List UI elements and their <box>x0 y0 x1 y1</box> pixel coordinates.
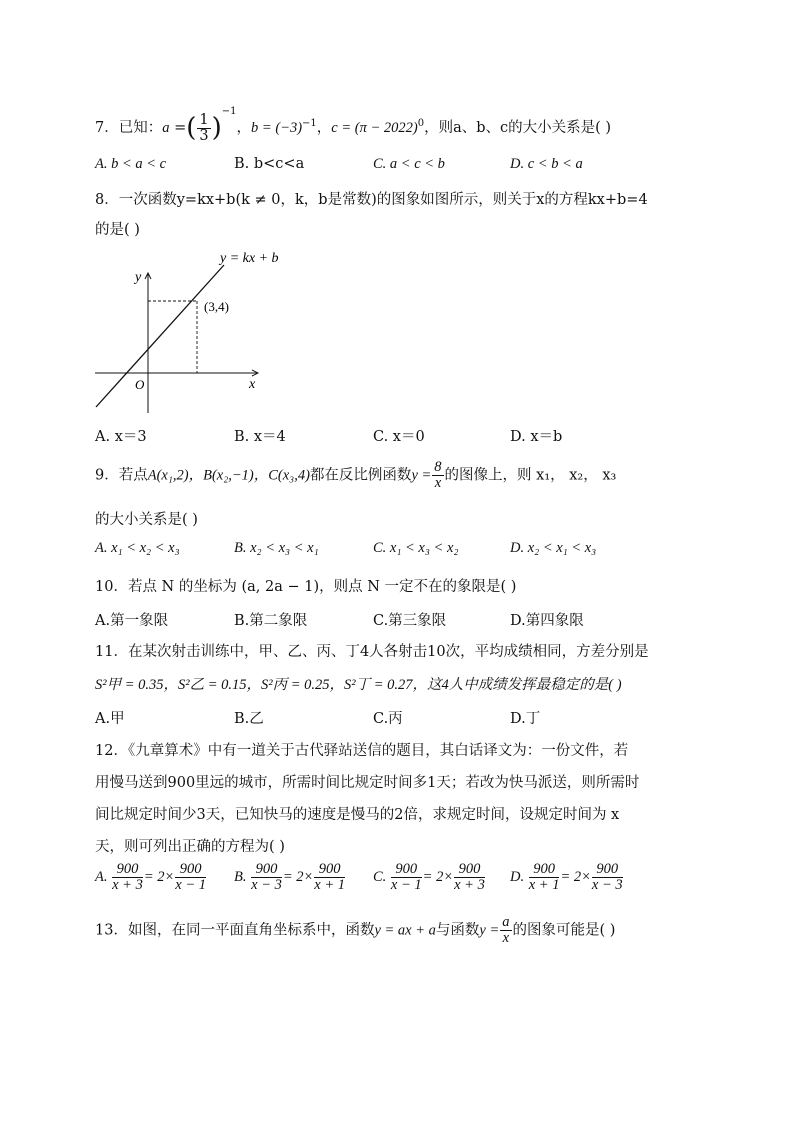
q7-b-expr: b = (−3) <box>251 120 303 136</box>
q13-fraction-den: x <box>502 930 510 946</box>
q12-option-d-frac2-num: 900 <box>592 862 623 878</box>
q13-fraction-num: a <box>502 914 510 930</box>
q10-option-a: A.第一象限 <box>95 613 169 629</box>
q9-stem-line2: 的大小关系是( ) <box>95 512 198 528</box>
q7-exp-b: −1 <box>302 118 317 130</box>
q7-exp-c: 0 <box>417 118 425 130</box>
q12-option-c-frac2-num: 900 <box>454 862 485 878</box>
q10-stem: 10．若点 N 的坐标为 (a, 2a − 1)，则点 N 一定不在的象限是( ) <box>95 579 517 595</box>
q10-option-d: D.第四象限 <box>510 613 584 629</box>
q7-option-d: D. c < b < a <box>510 156 583 172</box>
q8-option-a: A. x＝3 <box>95 429 147 445</box>
q9-func-lhs: y = <box>411 467 432 484</box>
q11-option-a: A.甲 <box>95 711 125 727</box>
q7-option-a: A. b < a < c <box>95 156 167 172</box>
q8-x-label: x <box>249 377 256 392</box>
q12-option-d-frac1-den: x + 1 <box>528 877 560 893</box>
q10-option-b: B.第二象限 <box>234 613 308 629</box>
q12-option-c-mid: = 2× <box>422 868 454 885</box>
q12-option-d-frac2 <box>592 862 623 893</box>
q9-fraction <box>432 460 443 491</box>
q9-pre: 9．若点 <box>95 467 148 484</box>
q7-stem <box>95 106 611 144</box>
q12-option-b-frac2 <box>314 862 345 893</box>
q8-line-label: y = kx + b <box>220 251 279 266</box>
q7-option-c: C. a < c < b <box>373 156 445 172</box>
q11-option-b: B.乙 <box>234 711 264 727</box>
q12-option-c-frac1 <box>391 862 422 893</box>
q13-stem <box>95 915 615 946</box>
q11-stem-line1: 11．在某次射击训练中，甲、乙、丙、丁4人各射击10次，平均成绩相同，方差分别是 <box>95 644 649 660</box>
q8-option-d: D. x＝b <box>510 429 563 445</box>
q9-points: A(x₁,2)，B(x₂,−1)，C(x₃,4) <box>147 467 310 484</box>
q9-option-a: A. x₁ < x₂ < x₃ <box>95 540 180 556</box>
q12-option-b-frac2-den: x + 1 <box>314 877 346 893</box>
q12-option-b-frac1-num: 900 <box>251 862 282 878</box>
q7-option-b: B. b<c<a <box>234 156 305 172</box>
q11-option-d: D.丁 <box>510 711 541 727</box>
q9-post: 的图像上，则 x₁， x₂， x₃ <box>444 467 617 484</box>
q12-option-c <box>373 862 486 893</box>
q7-paren-left: ( <box>186 113 197 143</box>
q9-option-b: B. x₂ < x₃ < x₁ <box>234 540 319 556</box>
q7-comma-2: ， <box>316 120 332 136</box>
q12-option-a-label: A. <box>95 868 108 885</box>
q8-option-c: C. x＝0 <box>373 429 425 445</box>
q8-graph <box>90 245 300 420</box>
q12-option-a-frac1-den: x + 3 <box>112 877 143 893</box>
q13-func2-lhs: y = <box>479 922 500 939</box>
q12-option-d <box>510 862 624 893</box>
q13-post: 的图象可能是( ) <box>512 922 616 939</box>
q9-option-c: C. x₁ < x₃ < x₂ <box>373 540 459 556</box>
q12-option-d-frac2-den: x − 3 <box>591 877 623 893</box>
q8-stem-line1: 8．一次函数y=kx+b(k ≠ 0，k，b是常数)的图象如图所示，则关于x的方程kx+b=4 <box>95 192 648 208</box>
q13-mid: 与函数 <box>435 922 480 939</box>
q13-fraction <box>500 915 511 946</box>
q8-stem-line2: 的是( ) <box>95 222 140 238</box>
q8-option-b: B. x＝4 <box>234 429 286 445</box>
q12-option-d-frac1 <box>529 862 560 893</box>
q12-option-a-frac2-num: 900 <box>175 862 206 878</box>
q12-option-d-label: D. <box>510 868 525 885</box>
q12-option-a-frac1 <box>112 862 143 893</box>
q12-option-c-frac2 <box>454 862 485 893</box>
q13-pre: 13．如图，在同一平面直角坐标系中，函数 <box>95 922 375 939</box>
q9-stem-line1 <box>95 460 616 491</box>
q12-option-c-frac2-den: x + 3 <box>454 877 485 893</box>
q12-option-d-mid: = 2× <box>560 868 591 885</box>
q12-stem-line4: 天，则可列出正确的方程为( ) <box>95 839 285 855</box>
q7-comma-1: ， <box>236 120 252 136</box>
q13-func1: y = ax + a <box>374 922 436 939</box>
q8-origin-label: O <box>135 377 145 392</box>
q7-fraction-den: 3 <box>199 127 209 144</box>
q8-point-label: (3,4) <box>204 299 229 314</box>
q12-option-b <box>234 862 346 893</box>
q7-c-expr: c = (π − 2022) <box>331 120 418 136</box>
q11-option-c: C.丙 <box>373 711 403 727</box>
q9-option-d: D. x₂ < x₁ < x₃ <box>510 540 597 556</box>
q12-stem-line1: 12．《九章算术》中有一道关于古代驿站送信的题目，其白话译文为：一份文件，若 <box>95 743 629 759</box>
q11-stem-line2: S²甲 = 0.35，S²乙 = 0.15，S²丙 = 0.25，S²丁 = 0.27，这4人中成绩发挥最稳定的是( ) <box>95 677 622 693</box>
q12-option-a <box>95 862 207 893</box>
q9-fraction-den: x <box>434 475 442 491</box>
q12-option-c-frac1-num: 900 <box>391 862 422 878</box>
q7-fraction-num: 1 <box>199 111 209 128</box>
q7-lead: 7．已知： <box>95 120 163 136</box>
q7-fraction <box>197 113 210 144</box>
q7-tail: ，则a、b、c的大小关系是( ) <box>424 120 612 136</box>
q12-option-d-frac1-num: 900 <box>529 862 560 878</box>
q8-y-label: y <box>135 270 142 285</box>
q7-paren-right: ) <box>211 113 222 143</box>
q12-option-b-frac2-num: 900 <box>314 862 345 878</box>
q12-option-c-frac1-den: x − 1 <box>390 877 422 893</box>
q10-option-c: C.第三象限 <box>373 613 447 629</box>
q12-stem-line2: 用慢马送到900里远的城市，所需时间比规定时间多1天；若改为快马派送，则所需时 <box>95 775 640 791</box>
q12-stem-line3: 间比规定时间少3天，已知快马的速度是慢马的2倍，求规定时间，设规定时间为 x <box>95 807 620 823</box>
q12-option-a-mid: = 2× <box>143 868 175 885</box>
q9-mid: 都在反比例函数 <box>309 467 412 484</box>
q7-exp-a: −1 <box>221 106 237 117</box>
q12-option-b-label: B. <box>234 868 247 885</box>
q8-function-line <box>96 265 224 407</box>
q12-option-b-frac1 <box>251 862 282 893</box>
q12-option-b-frac1-den: x − 3 <box>251 877 282 893</box>
q12-option-a-frac2-den: x − 1 <box>175 877 207 893</box>
q9-fraction-num: 8 <box>434 459 442 475</box>
q12-option-b-mid: = 2× <box>282 868 314 885</box>
q12-option-a-frac1-num: 900 <box>112 862 143 878</box>
q7-equals: = <box>174 120 187 136</box>
q7-a-var: a <box>162 120 170 136</box>
q12-option-a-frac2 <box>175 862 206 893</box>
q12-option-c-label: C. <box>373 868 387 885</box>
